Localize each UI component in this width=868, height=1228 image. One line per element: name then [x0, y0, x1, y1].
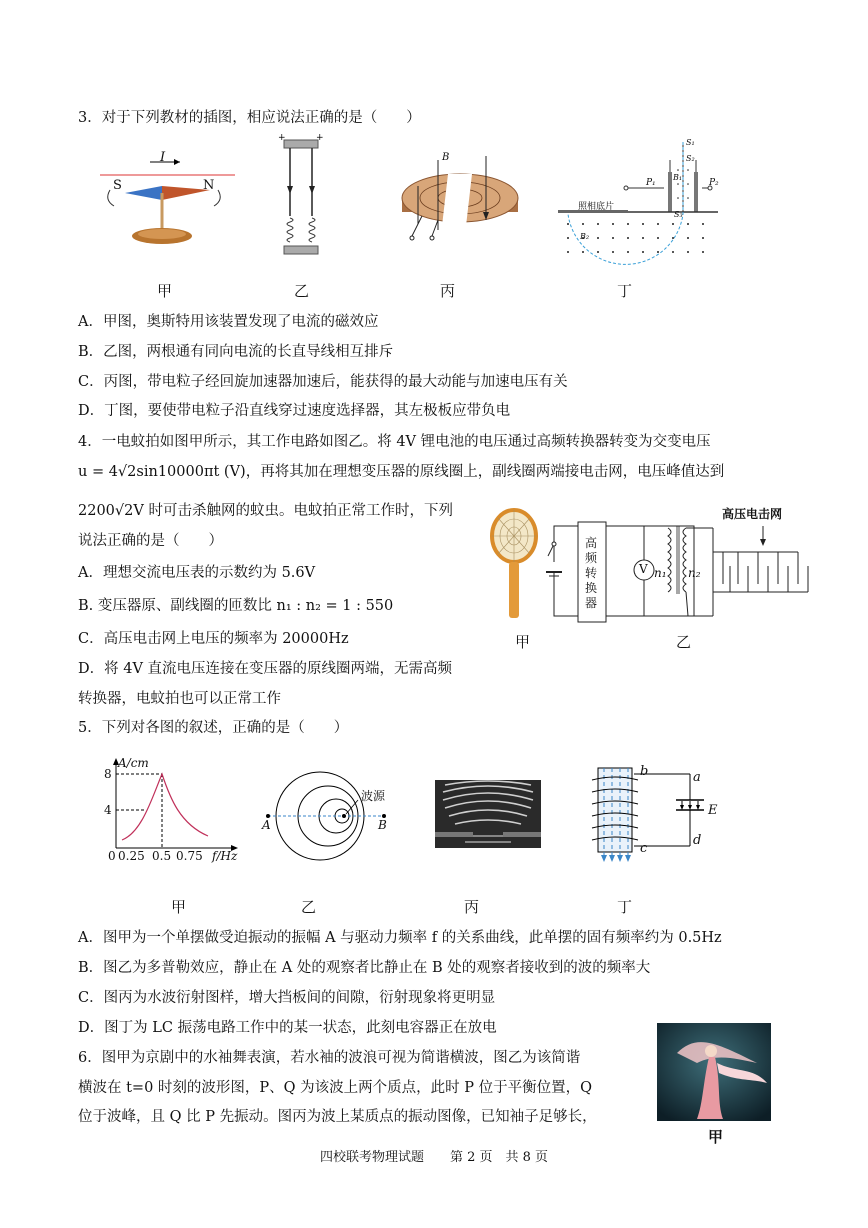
q6-photo-caption: 甲: [708, 1128, 724, 1146]
q6-line1: 6．图甲为京剧中的水袖舞表演，若水袖的波浪可视为简谐横波，图乙为该简谐: [78, 1050, 581, 1066]
q3-ding-s2-label: S₂: [686, 154, 695, 163]
q5-fig-bing-diffraction: [435, 780, 541, 848]
svg-text:+: +: [316, 133, 324, 143]
q5-yi-source-label: 波源: [361, 789, 386, 803]
q3-caption-yi: 乙: [294, 282, 310, 300]
q3-fig-bing-cyclotron: [398, 150, 528, 250]
q5-caption-jia: 甲: [171, 898, 187, 916]
q4-fig-yi-circuit: [538, 522, 818, 622]
q3-option-c: C．丙图，带电粒子经回旋加速器加速后，能获得的最大动能与加速电压有关: [78, 374, 568, 390]
q5-ding-b-label: b: [640, 764, 649, 779]
q5-yi-a-label: A: [262, 818, 271, 832]
q5-ding-c-label: c: [640, 841, 648, 856]
q3-ding-b2-label: B₂: [580, 232, 590, 241]
q4-voltmeter-label: V: [639, 562, 648, 576]
svg-text:+: +: [278, 133, 286, 143]
q3-bing-b-label: B: [442, 152, 450, 163]
q5-jia-xlabel: f/Hz: [212, 849, 238, 863]
q4-option-d: D．将 4V 直流电压连接在变压器的原线圈两端，无需高频: [78, 661, 453, 677]
q4-converter-label: 高 频 转 换 器: [584, 536, 597, 610]
q3-ding-p2-label: P₂: [709, 178, 719, 188]
q5-jia-xtick-0: 0: [108, 849, 116, 863]
q3-ding-p1-label: P₁: [646, 178, 656, 188]
q3-ding-s3-label: S₃: [674, 210, 683, 219]
q3-jia-n-label: N: [203, 178, 215, 193]
q3-caption-ding: 丁: [617, 282, 633, 300]
q5-stem: 5．下列对各图的叙述，正确的是（ ）: [78, 720, 349, 736]
q5-jia-ytick-4: 4: [104, 803, 112, 817]
q5-jia-xtick-075: 0.75: [176, 849, 203, 863]
q5-jia-xtick-05: 0.5: [152, 849, 172, 863]
q3-fig-jia-compass: [100, 148, 240, 258]
q3-caption-bing: 丙: [440, 282, 456, 300]
q5-jia-xtick-025: 0.25: [118, 849, 145, 863]
q3-ding-s1-label: S₁: [686, 138, 695, 147]
q6-line3: 位于波峰，且 Q 比 P 先振动。图丙为波上某质点的振动图像，已知袖子足够长，: [78, 1109, 597, 1125]
q5-caption-ding: 丁: [617, 898, 633, 916]
q4-n1-label: n₁: [654, 566, 667, 580]
q5-ding-a-label: a: [693, 770, 701, 785]
q4-line4: 说法正确的是（ ）: [78, 533, 223, 549]
q4-caption-jia: 甲: [515, 633, 531, 651]
q5-jia-ylabel: A/cm: [118, 756, 149, 770]
page-footer: 四校联考物理试题 第 2 页 共 8 页: [319, 1150, 549, 1165]
q3-option-a: A．甲图，奥斯特用该装置发现了电流的磁效应: [78, 314, 379, 330]
q3-jia-s-label: S: [113, 178, 122, 193]
q4-n2-label: n₂: [688, 566, 701, 580]
q6-line2: 横波在 t=0 时刻的波形图，P、Q 为该波上两个质点，此时 P 位于平衡位置，Q: [78, 1080, 593, 1096]
q4-option-a: A．理想交流电压表的示数约为 5.6V: [78, 565, 316, 581]
q4-net-label: 高压电击网: [722, 507, 783, 521]
q5-option-a: A．图甲为一个单摆做受迫振动的振幅 A 与驱动力频率 f 的关系曲线，此单摆的固有频率约为 0.5Hz: [78, 930, 722, 946]
q5-fig-jia-resonance-curve: [104, 758, 244, 858]
q5-fig-yi-doppler: [262, 770, 392, 862]
q5-ding-e-label: E: [708, 803, 718, 818]
q5-option-b: B．图乙为多普勒效应，静止在 A 处的观察者比静止在 B 处的观察者接收到的波的频率大: [78, 960, 651, 976]
q5-option-c: C．图丙为水波衍射图样，增大挡板间的间隙，衍射现象将更明显: [78, 990, 496, 1006]
q5-jia-ytick-8: 8: [104, 767, 112, 781]
q3-jia-current-label: I: [160, 150, 166, 165]
q3-ding-plate-label: 照相底片: [578, 202, 615, 212]
q3-caption-jia: 甲: [157, 282, 173, 300]
q4-caption-yi: 乙: [676, 633, 692, 651]
q4-line2: u = 4√2sin10000πt (V)，再将其加在理想变压器的原线圈上，副线圈两端接电击网，电压峰值达到: [78, 464, 725, 480]
q6-photo-water-sleeve-dance: [657, 1023, 771, 1121]
q3-option-b: B．乙图，两根通有同向电流的长直导线相互排斥: [78, 344, 394, 360]
q4-line1: 4．一电蚊拍如图甲所示，其工作电路如图乙。将 4V 锂电池的电压通过高频转换器转变为交变电压: [78, 434, 711, 450]
q3-option-d: D．丁图，要使带电粒子沿直线穿过速度选择器，其左极板应带负电: [78, 403, 511, 419]
q4-option-d-cont: 转换器，电蚊拍也可以正常工作: [78, 691, 281, 707]
q5-yi-b-label: B: [378, 818, 387, 832]
q5-option-d: D．图丁为 LC 振荡电路工作中的某一状态，此刻电容器正在放电: [78, 1020, 497, 1036]
q4-option-b: B. 变压器原、副线圈的匝数比 n₁ : n₂ = 1 : 550: [78, 598, 394, 614]
q4-line3: 2200√2V 时可击杀触网的蚊虫。电蚊拍正常工作时，下列: [78, 503, 453, 519]
q5-ding-d-label: d: [693, 833, 702, 848]
q3-ding-b1-label: B₁: [673, 173, 683, 182]
q5-caption-bing: 丙: [464, 898, 480, 916]
q3-stem: 3．对于下列教材的插图，相应说法正确的是（ ）: [78, 110, 421, 126]
q4-option-c: C．高压电击网上电压的频率为 20000Hz: [78, 631, 349, 647]
q3-fig-yi-parallel-wires: [278, 134, 324, 264]
q5-caption-yi: 乙: [301, 898, 317, 916]
